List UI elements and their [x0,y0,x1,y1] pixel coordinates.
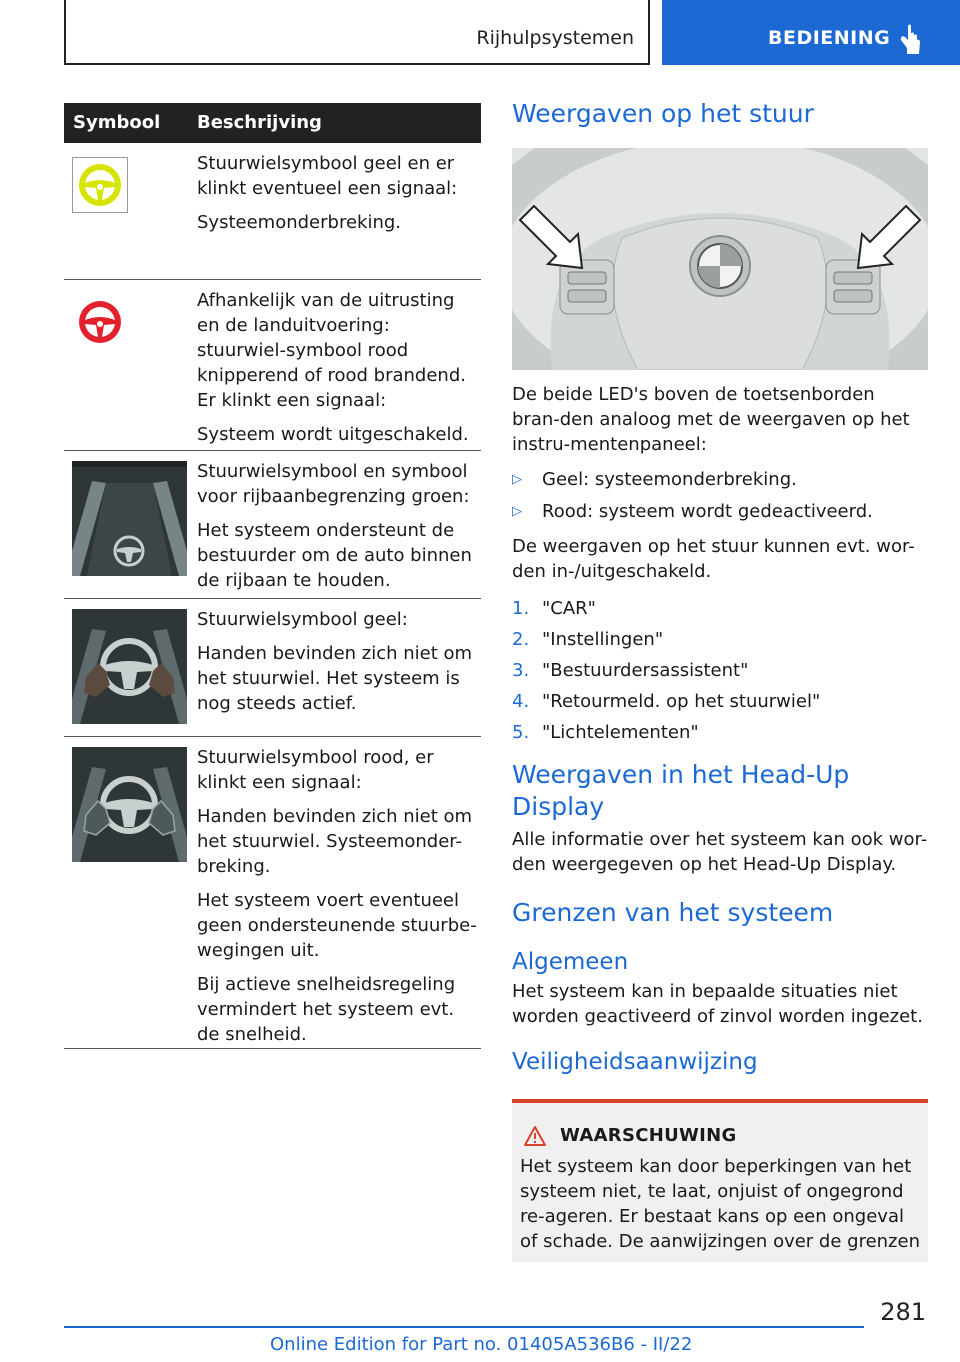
column-header-description: Beschrijving [197,112,322,133]
description-cell [197,737,481,1061]
description-text: Stuurwielsymbool geel: [197,609,408,630]
paragraph-hud: Alle informatie over het systeem kan ook wor-den weergegeven op het Head-Up Display. [512,829,928,875]
symbol-cell [72,155,187,213]
heading-hud: Weergaven in het Head-Up Display [512,760,850,821]
steering-wheel-illustration [512,148,928,370]
heading-limits: Grenzen van het systeem [512,898,834,927]
footer-divider [64,1326,864,1328]
paragraph-leds: De beide LED's boven de toetsenborden bran-den analoog met de weergaven op het instru-mentenpaneel: [512,384,910,455]
table-row [64,737,481,1049]
warning-box [512,1099,928,1262]
warning-triangle-icon [524,1126,546,1146]
header-section-box [64,0,650,65]
triangle-bullet-icon: ▷ [512,504,522,519]
steering-wheel-yellow-icon [72,157,128,213]
table-row [64,451,481,599]
bullet-list [512,467,928,524]
lane-keeping-green-display [72,461,187,576]
page-number: 281 [880,1298,926,1326]
warning-text: Het systeem kan door beperkingen van het systeem niet, te laat, onjuist of ongegrond re-ageren. Er bestaat kans op een ongeval of schade. De aanwijzingen over de grenzen [520,1156,920,1252]
description-text: Het systeem voert eventueel geen ondersteunende stuurbe-wegingen uit. [197,890,477,961]
header-chapter-tab[interactable] [662,0,960,65]
table-row [64,280,481,451]
heading-steering-displays: Weergaven op het stuur [512,99,814,128]
steering-wheel-red-icon [72,294,128,350]
symbol-cell [72,463,187,576]
description-text: Stuurwielsymbool geel en er klinkt eventueel een signaal: [197,153,458,199]
description-text: Stuurwielsymbool en symbool voor rijbaanbegrenzing groen: [197,461,470,507]
heading-safety: Veiligheidsaanwijzing [512,1049,758,1075]
footer-edition: Online Edition for Part no. 01405A536B6 - II/22 [270,1334,693,1355]
heading-general: Algemeen [512,949,629,975]
description-text: Systeem wordt uitgeschakeld. [197,424,469,445]
warning-header [520,1125,920,1146]
paragraph-general: Het systeem kan in bepaalde situaties niet worden geactiveerd of zinvol worden ingezet. [512,981,923,1027]
steps-list [512,596,928,745]
description-text: Het systeem ondersteunt de bestuurder om de auto binnen de rijbaan te houden. [197,520,472,591]
table-row [64,599,481,737]
symbol-cell [72,749,187,862]
hands-off-red-display [72,747,187,862]
triangle-bullet-icon: ▷ [512,472,522,487]
description-cell [197,280,481,461]
symbol-cell [72,611,187,724]
description-text: Stuurwielsymbool rood, er klinkt een signaal: [197,747,434,793]
hands-off-yellow-display [72,609,187,724]
symbol-table [64,103,481,1049]
right-column [512,98,928,1262]
description-text: Bij actieve snelheidsregeling vermindert het systeem evt. de snelheid. [197,974,456,1045]
list-item: ▷ Rood: systeem wordt gedeactiveerd. [512,501,873,522]
description-text: Afhankelijk van de uitrusting en de landuitvoering: stuurwiel-symbool rood knipperend of rood brandend. Er klinkt een signaal: [197,290,466,411]
list-item: ▷ Geel: systeemonderbreking. [512,469,797,490]
header-section-title: Rijhulpsystemen [476,27,634,49]
step-item: 4. "Retourmeld. op het stuurwiel" [512,691,821,712]
table-row [64,143,481,280]
description-text: Systeemonderbreking. [197,212,402,233]
paragraph-toggle: De weergaven op het stuur kunnen evt. wor-den in-/uitgeschakeld. [512,536,915,582]
header-chapter-label: BEDIENING [768,27,891,49]
warning-title: WAARSCHUWING [560,1125,737,1146]
description-cell [197,599,481,730]
description-text: Handen bevinden zich niet om het stuurwiel. Het systeem is nog steeds actief. [197,643,473,714]
step-item: 5. "Lichtelementen" [512,722,699,743]
description-text: Handen bevinden zich niet om het stuurwiel. Systeemonder-breking. [197,806,473,877]
step-item: 3. "Bestuurdersassistent" [512,660,749,681]
description-cell [197,143,481,249]
step-item: 2. "Instellingen" [512,629,664,650]
step-item: 1. "CAR" [512,598,596,619]
symbol-cell [72,292,187,350]
table-header [64,103,481,143]
description-cell [197,451,481,607]
hand-pointer-icon [898,22,922,56]
column-header-symbol: Symbool [73,112,161,133]
